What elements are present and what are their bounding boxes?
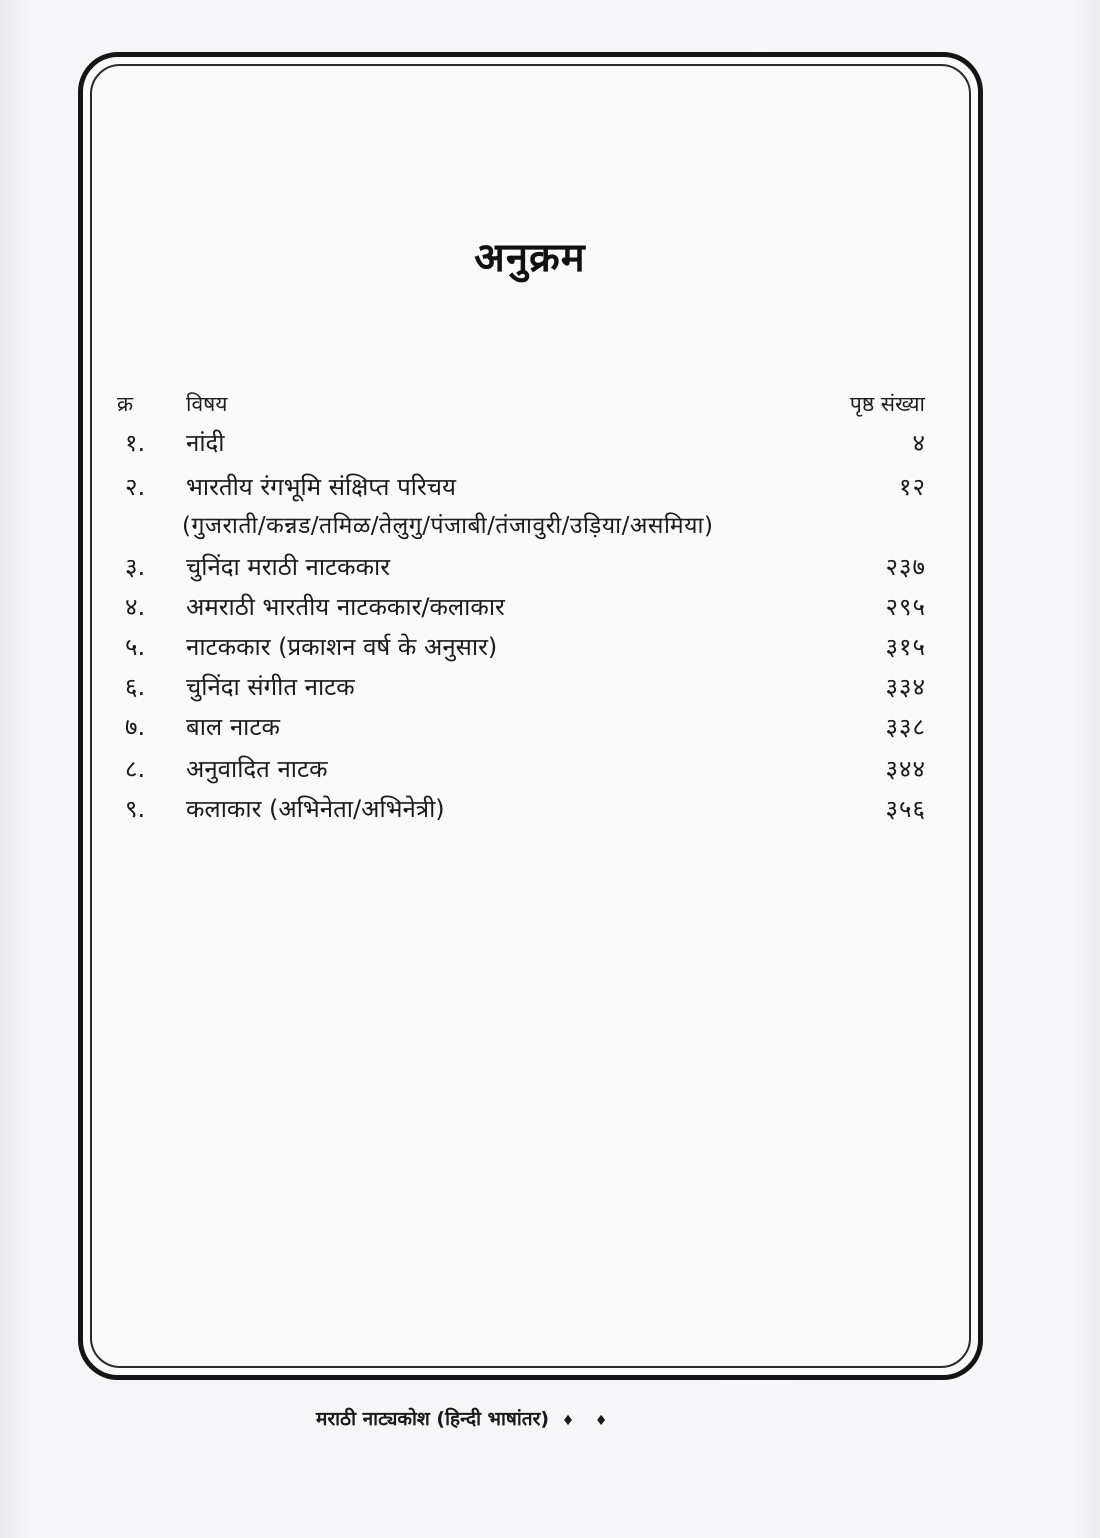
toc-row-number: ५. (125, 633, 146, 661)
header-serial-number: क्र (117, 392, 134, 416)
toc-row-page: १२ (899, 473, 926, 501)
toc-row-page: ३३८ (885, 713, 926, 741)
toc-row-page: २३७ (885, 553, 926, 581)
toc-row-number: ४. (125, 593, 146, 621)
toc-row-number: ९. (125, 795, 146, 823)
toc-row[interactable] (0, 470, 1100, 510)
page-title: अनुक्रम (474, 235, 586, 281)
toc-row-page: ३१५ (885, 633, 926, 661)
toc-row[interactable] (0, 426, 1100, 466)
page-footer (316, 1405, 607, 1431)
header-page-number: पृष्ठ संख्या (849, 392, 925, 416)
toc-row-number: ७. (125, 713, 146, 741)
toc-row-subject[interactable]: भारतीय रंगभूमि संक्षिप्त परिचय (186, 473, 456, 501)
toc-row-subject[interactable]: अनुवादित नाटक (186, 755, 328, 783)
toc-row-page: ३५६ (885, 795, 926, 823)
toc-row-page: ३३४ (885, 673, 926, 701)
toc-row-subject[interactable]: चुनिंदा मराठी नाटककार (186, 553, 391, 581)
toc-row-subject[interactable]: अमराठी भारतीय नाटककार/कलाकार (186, 593, 505, 621)
toc-row-subject[interactable]: नाटककार (प्रकाशन वर्ष के अनुसार) (186, 633, 498, 661)
footer-diamond-icon: ♦ (561, 1413, 575, 1429)
toc-row-subject[interactable]: नांदी (186, 429, 225, 457)
footer-book-title: मराठी नाट्यकोश (हिन्दी भाषांतर) (316, 1408, 550, 1430)
toc-row[interactable] (0, 590, 1100, 630)
toc-row-number: ३. (125, 553, 146, 581)
toc-row-subtitle: (गुजराती/कन्नड/तमिळ/तेलुगु/पंजाबी/तंजावुरी/उड़िया/असमिया) (182, 513, 714, 539)
toc-row[interactable] (0, 792, 1100, 832)
toc-row[interactable] (0, 670, 1100, 710)
toc-row-number: २. (125, 473, 146, 501)
toc-row[interactable] (0, 752, 1100, 792)
toc-row[interactable] (0, 630, 1100, 670)
toc-row[interactable] (0, 710, 1100, 750)
toc-row-page: ३४४ (885, 755, 926, 783)
toc-row-page: ४ (912, 429, 926, 457)
toc-row-number: ८. (125, 755, 146, 783)
footer-page-marker-icon: ♦ (594, 1413, 608, 1429)
toc-row-number: १. (125, 429, 146, 457)
toc-row-subject[interactable]: कलाकार (अभिनेता/अभिनेत्री) (186, 795, 445, 823)
header-subject: विषय (186, 392, 228, 416)
toc-row-number: ६. (125, 673, 146, 701)
toc-row-page: २९५ (885, 593, 926, 621)
toc-row[interactable] (0, 550, 1100, 590)
toc-row-subject[interactable]: बाल नाटक (186, 713, 280, 741)
toc-row-subject[interactable]: चुनिंदा संगीत नाटक (186, 673, 355, 701)
